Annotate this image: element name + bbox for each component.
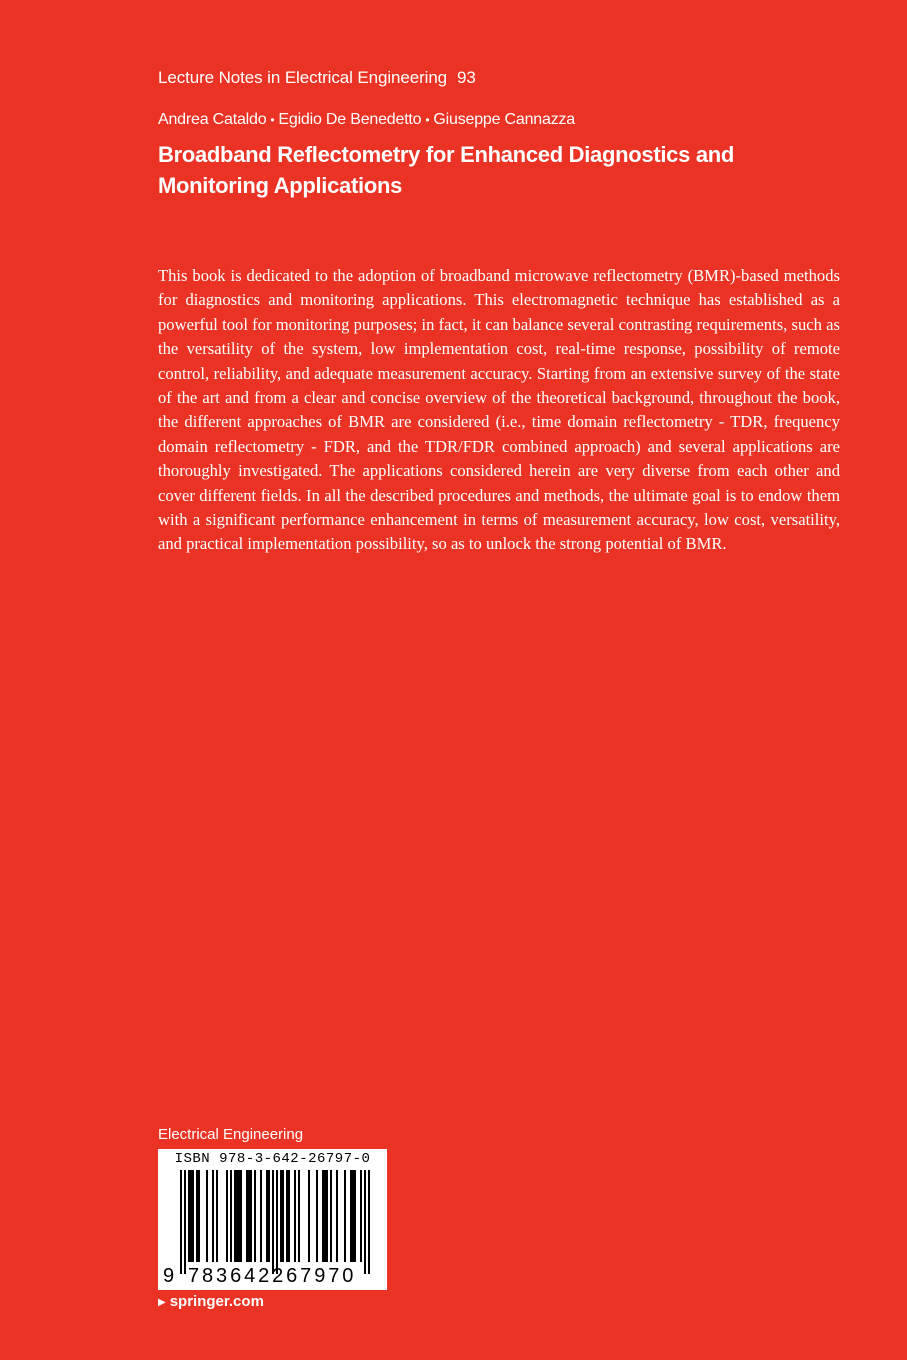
barcode-bar xyxy=(266,1170,268,1262)
barcode-bar xyxy=(188,1170,190,1262)
barcode-bar xyxy=(326,1170,328,1262)
barcode-first-digit: 9 xyxy=(163,1265,175,1287)
barcode-bar xyxy=(216,1170,218,1262)
barcode-bar xyxy=(236,1170,238,1262)
barcode-bar xyxy=(330,1170,332,1262)
barcode-bar xyxy=(298,1170,300,1262)
barcode-bar xyxy=(344,1170,346,1262)
description-text: This book is dedicated to the adoption of broadband microwave reflectometry (BMR)-based methods for diagnostics and monitoring applications. This electromagnetic technique has established as a powerful tool for monitoring purposes; in fact, it can balance several contrasting requirements, such as the versatility of the system, low implementation cost, real-time response, possibility of remote control, reliability, and adequate measurement accuracy. Starting from an extensive survey of the state of the art and from a clear and concise overview of the theoretical background, throughout the book, the different approaches of BMR are considered (i.e., time domain reflectometry - TDR, frequency domain reflectometry - FDR, and the TDR/FDR combined approach) and several applications are thoroughly investigated. The applications considered herein are very diverse from each other and cover different fields. In all the described procedures and methods, the ultimate goal is to endow them with a significant performance enhancement in terms of measurement accuracy, low cost, versatility, and practical implementation possibility, so as to unlock the strong potential of BMR. xyxy=(158,266,840,554)
author-name: Andrea Cataldo xyxy=(158,111,267,128)
barcode-guard-bar xyxy=(272,1170,274,1274)
barcode-bar xyxy=(288,1170,290,1262)
author-name: Giuseppe Cannazza xyxy=(433,111,575,128)
barcode-bar xyxy=(212,1170,214,1262)
barcode-digit-string: 783642267970 xyxy=(188,1265,357,1287)
barcode-guard-bar xyxy=(184,1170,186,1274)
barcode-bar xyxy=(230,1170,232,1262)
barcode-bar xyxy=(238,1170,240,1262)
publisher-link[interactable] xyxy=(158,1293,264,1310)
barcode-bar xyxy=(360,1170,362,1262)
author-list xyxy=(158,111,575,129)
barcode-bar xyxy=(354,1170,356,1262)
barcode-bar xyxy=(286,1170,288,1262)
barcode-bar xyxy=(294,1170,296,1262)
barcode-bar xyxy=(316,1170,318,1262)
barcode-bar xyxy=(324,1170,326,1262)
barcode-bar xyxy=(350,1170,352,1262)
barcode-bar xyxy=(308,1170,310,1262)
barcode-bar xyxy=(352,1170,354,1262)
barcode-bar xyxy=(192,1170,194,1262)
barcode-bar xyxy=(198,1170,200,1262)
barcode-bar xyxy=(260,1170,262,1262)
barcode-bar xyxy=(336,1170,338,1262)
barcode-bar xyxy=(246,1170,248,1262)
series-line xyxy=(158,68,476,88)
barcode-bar xyxy=(248,1170,250,1262)
barcode-bar xyxy=(254,1170,256,1262)
series-number: 93 xyxy=(457,68,476,87)
triangle-right-icon: ▶ xyxy=(158,1297,166,1308)
publisher-url: springer.com xyxy=(169,1293,264,1310)
isbn-label: ISBN 978-3-642-26797-0 xyxy=(174,1151,371,1167)
barcode-bar xyxy=(226,1170,228,1262)
barcode-bar xyxy=(234,1170,236,1262)
book-description xyxy=(158,264,840,557)
author-separator: • xyxy=(425,113,430,127)
subject-category: Electrical Engineering xyxy=(158,1126,304,1143)
author-name: Egidio De Benedetto xyxy=(278,111,422,128)
barcode-guard-bar xyxy=(364,1170,366,1274)
barcode-bar xyxy=(282,1170,284,1262)
barcode-guard-bar xyxy=(180,1170,182,1274)
barcode-bar xyxy=(280,1170,282,1262)
barcode-guard-bar xyxy=(368,1170,370,1274)
barcode-bars xyxy=(180,1170,370,1274)
barcode-guard-bar xyxy=(276,1170,278,1274)
barcode-bar xyxy=(196,1170,198,1262)
isbn-barcode xyxy=(158,1149,387,1290)
book-title: Broadband Reflectometry for Enhanced Diagnostics and Monitoring Applications xyxy=(158,142,735,198)
barcode-bar xyxy=(268,1170,270,1262)
series-name: Lecture Notes in Electrical Engineering xyxy=(158,68,448,87)
barcode-bar xyxy=(240,1170,242,1262)
barcode-bar xyxy=(190,1170,192,1262)
barcode-bar xyxy=(322,1170,324,1262)
barcode-bar xyxy=(250,1170,252,1262)
author-separator: • xyxy=(270,113,275,127)
barcode-bar xyxy=(206,1170,208,1262)
